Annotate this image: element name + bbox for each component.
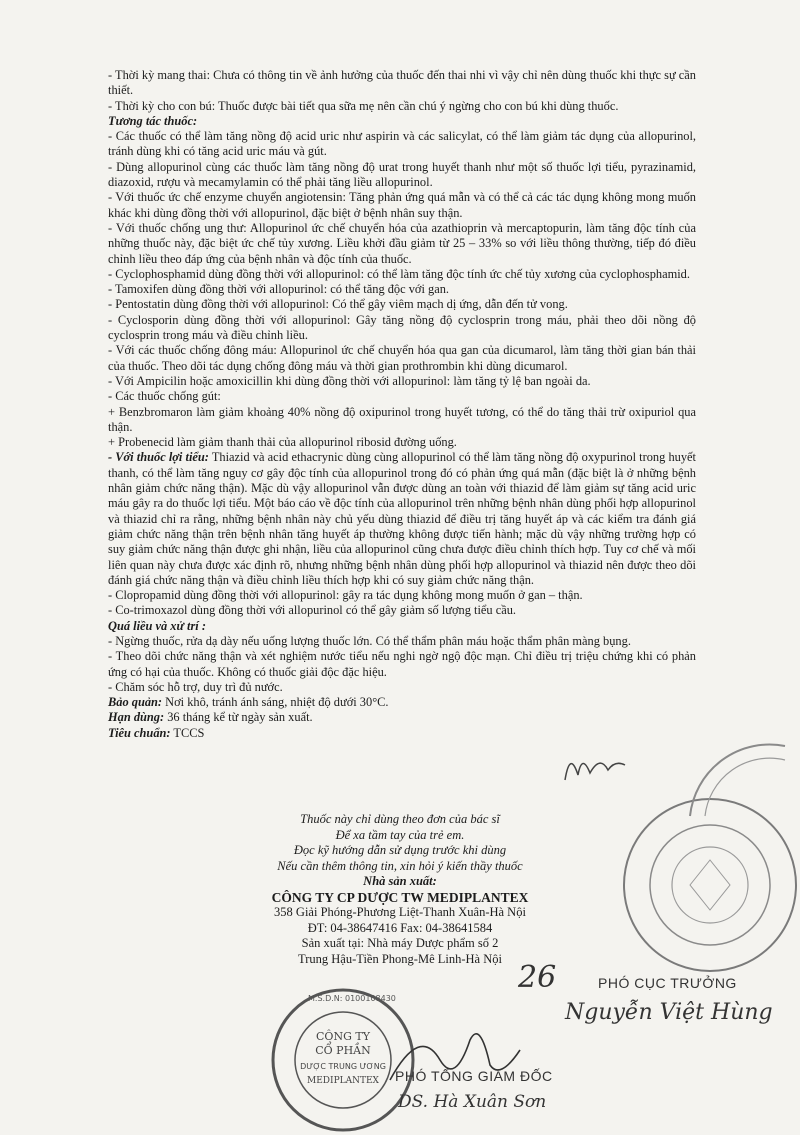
corner-seal-fragment (680, 738, 790, 818)
warning-children: Để xa tầm tay của trẻ em. (335, 827, 465, 842)
line-text: - Với Ampicilin hoặc amoxicillin khi dùng đồng thời với allopurinol: làm tăng tỷ lệ ban ngoài da. (108, 373, 591, 388)
leaflet-line (108, 588, 696, 603)
leaflet-body (108, 68, 696, 741)
line-text: - Các thuốc chống gút: (108, 389, 221, 404)
line-text: - Các thuốc có thể làm tăng nồng độ acid uric như aspirin và các salicylat, có thể làm giảm tác dụng của allopurinol, tránh dùng khi có tăng acid uric máu và gút. (108, 129, 696, 159)
deputy-general-director-title: PHÓ TỔNG GIÁM ĐỐC (395, 1068, 553, 1084)
stamp-line-1: CÔNG TY (316, 1030, 370, 1043)
leaflet-line (108, 114, 696, 129)
leaflet-line (108, 603, 696, 618)
deputy-director-name: Nguyễn Việt Hùng (565, 1000, 773, 1025)
warning-prescription: Thuốc này chỉ dùng theo đơn của bác sĩ (300, 812, 500, 826)
stamp-line-4: MEDIPLANTEX (307, 1076, 379, 1086)
stamp-ring-text: M.S.D.N: 0100108430 (308, 994, 396, 1003)
leaflet-line (108, 129, 696, 160)
leaflet-line (108, 389, 696, 404)
leaflet-line (108, 634, 696, 649)
company-address: 358 Giải Phóng-Phương Liệt-Thanh Xuân-Hà Nội (274, 905, 526, 919)
line-text: - Pentostatin dùng đồng thời với allopurinol: Có thể gây viêm mạch dị ứng, dẫn đến tử vong. (108, 297, 568, 312)
section-label: Tương tác thuốc: (108, 113, 198, 128)
company-name: CÔNG TY CP DƯỢC TW MEDIPLANTEX (271, 889, 529, 905)
line-text: - Với thuốc chống ung thư: Allopurinol ức chế chuyển hóa của azathioprin và mercaptopurin, làm tăng độc tính của những thuốc này, đặc biệt ức chế tủy xương. Liều khởi đầu giảm từ 25 – 33% so với liều thông thường, tiếp đó điều chỉnh liều theo đáp ứng của bệnh nhân và độc tính của thuốc. (108, 220, 696, 266)
leaflet-line (108, 68, 696, 99)
section-label: Hạn dùng: (108, 710, 165, 725)
section-label: - Với thuốc lợi tiểu: (108, 450, 209, 465)
stamp-line-2: CỔ PHẦN (315, 1044, 371, 1057)
line-text: - Dùng allopurinol cùng các thuốc làm tăng nồng độ urat trong huyết thanh như một số thuốc lợi tiểu, pyrazinamid, diazoxid, rượu và mecamylamin có thể phải tăng liều allopurinol. (108, 159, 696, 190)
footer-block (190, 812, 610, 967)
leaflet-line (108, 435, 696, 450)
warning-info: Nếu cần thêm thông tin, xin hỏi ý kiến thầy thuốc (277, 858, 523, 873)
leaflet-line (108, 450, 696, 588)
leaflet-line (108, 99, 696, 114)
leaflet-line (108, 343, 696, 374)
section-label: Quá liều và xử trí : (108, 618, 206, 633)
leaflet-line (108, 619, 696, 634)
leaflet-line (108, 297, 696, 312)
line-text: - Theo dõi chức năng thận và xét nghiệm nước tiểu nếu nghi ngờ ngộ độc mạn. Chỉ điều trị triệu chứng khi có phản ứng có hại của thuốc. Không có thuốc giải độc đặc hiệu. (108, 649, 696, 679)
line-text: - Cyclosporin dùng đồng thời với allopurinol: Gây tăng nồng độ cyclosprin trong máu, phải theo dõi nồng độ cyclosprin trong máu và điều chỉnh liều. (108, 312, 696, 343)
stamp-line-3: DƯỢC TRUNG ƯƠNG (300, 1062, 386, 1071)
handwritten-page-number: 26 (518, 960, 557, 995)
leaflet-line (108, 374, 696, 389)
leaflet-line (108, 726, 696, 741)
line-text: Thiazid và acid ethacrynic dùng cùng allopurinol có thể làm tăng nồng độ oxypurinol trong huyết thanh, có thể làm tăng nguy cơ gây độc tính của allopurinol trong đó có phản ứng quá mẫn (đặc biệt là ở những bệnh nhân giảm chức năng thận). Mặc dù vậy allopurinol vẫn được dùng an toàn với thiazid để làm giảm sự tăng acid uric máu gây ra do thuốc lợi tiểu. Một báo cáo về độc tính của allopurinol trên những bệnh nhân dùng phối hợp allopurinol và thiazid chỉ ra rằng, những bệnh nhân này chủ yếu dùng thiazid để điều trị tăng huyết áp và các kiểm tra đánh giá giảm chức năng thận trên bệnh nhân tăng huyết áp thường không được tiến hành; mặc dù vậy những trường hợp có suy giảm chức năng thận được ghi nhận, liều của allopurinol cũng chưa được điều chỉnh thích hợp. Tuy cơ chế và mối liên quan này chưa được xác định rõ, nhưng những bệnh nhân dùng phối hợp allopurinol và thiazid nên được theo dõi đánh giá chức năng thận và điều chỉnh liều thích hợp khi có suy giảm chức năng thận. (108, 450, 696, 587)
deputy-director-title: PHÓ CỤC TRƯỞNG (598, 975, 737, 991)
manufacturer-label: Nhà sản xuất: (363, 874, 437, 888)
line-text: - Tamoxifen dùng đồng thời với allopurinol: có thể tăng độc với gan. (108, 282, 450, 297)
leaflet-line (108, 710, 696, 725)
deputy-general-director-name: DS. Hà Xuân Sơn (398, 1092, 547, 1112)
factory-line-2: Trung Hậu-Tiền Phong-Mê Linh-Hà Nội (298, 951, 502, 966)
line-text: + Probenecid làm giảm thanh thải của allopurinol ribosid đường uống. (108, 435, 457, 450)
line-text: + Benzbromaron làm giảm khoảng 40% nồng độ oxipurinol trong huyết tương, có thể do tăng thải trừ oxipuriol qua thận. (108, 404, 696, 434)
warning-read: Đọc kỹ hướng dẫn sử dụng trước khi dùng (293, 843, 507, 857)
line-text: 36 tháng kể từ ngày sản xuất. (164, 710, 313, 725)
line-text: - Thời kỳ mang thai: Chưa có thông tin về ảnh hưởng của thuốc đến thai nhi vì vậy chỉ nên dùng thuốc khi thực sự cần thiết. (108, 68, 696, 98)
line-text: - Với thuốc ức chế enzyme chuyển angiotensin: Tăng phản ứng quá mẫn và có thể cả các tác dụng không mong muốn khác khi dùng đồng thời với allopurinol, đặc biệt ở bệnh nhân suy thận. (108, 190, 696, 220)
leaflet-line (108, 695, 696, 710)
leaflet-line (108, 267, 696, 282)
line-text: - Ngừng thuốc, rửa dạ dày nếu uống lượng thuốc lớn. Có thể thẩm phân máu hoặc thẩm phân màng bụng. (108, 633, 631, 648)
section-label: Bảo quản: (108, 695, 163, 710)
company-phone: ĐT: 04-38647416 Fax: 04-38641584 (307, 920, 493, 935)
line-text: - Cyclophosphamid dùng đồng thời với allopurinol: có thể làm tăng độc tính ức chế tủy xương của cyclophosphamid. (108, 266, 690, 281)
leaflet-line (108, 649, 696, 680)
initials-scribble (560, 745, 630, 785)
leaflet-line (108, 680, 696, 695)
section-label: Tiêu chuẩn: (108, 725, 171, 740)
leaflet-line (108, 313, 696, 344)
leaflet-line (108, 405, 696, 436)
line-text: Nơi khô, tránh ánh sáng, nhiệt độ dưới 30°C. (162, 695, 389, 710)
leaflet-line (108, 221, 696, 267)
line-text: - Co-trimoxazol dùng đồng thời với allopurinol có thể gây giảm số lượng tiểu cầu. (108, 603, 517, 618)
line-text: - Với các thuốc chống đông máu: Allopurinol ức chế chuyển hóa qua gan của dicumarol, làm tăng thời gian bán thải của thuốc. Theo dõi tác dụng chống đông máu và thời gian prothrombin khi dùng dicumarol. (108, 343, 696, 373)
factory-line-1: Sản xuất tại: Nhà máy Dược phẩm số 2 (301, 936, 499, 950)
line-text: - Clopropamid dùng đồng thời với allopurinol: gây ra tác dụng không mong muốn ở gan – thận. (108, 588, 583, 603)
line-text: TCCS (170, 725, 205, 740)
leaflet-line (108, 160, 696, 191)
line-text: - Thời kỳ cho con bú: Thuốc được bài tiết qua sữa mẹ nên cần chú ý ngừng cho con bú khi dùng thuốc. (108, 98, 619, 113)
line-text: - Chăm sóc hỗ trợ, duy trì đủ nước. (108, 679, 283, 694)
leaflet-line (108, 190, 696, 221)
leaflet-line (108, 282, 696, 297)
ministry-stamp (560, 790, 800, 980)
